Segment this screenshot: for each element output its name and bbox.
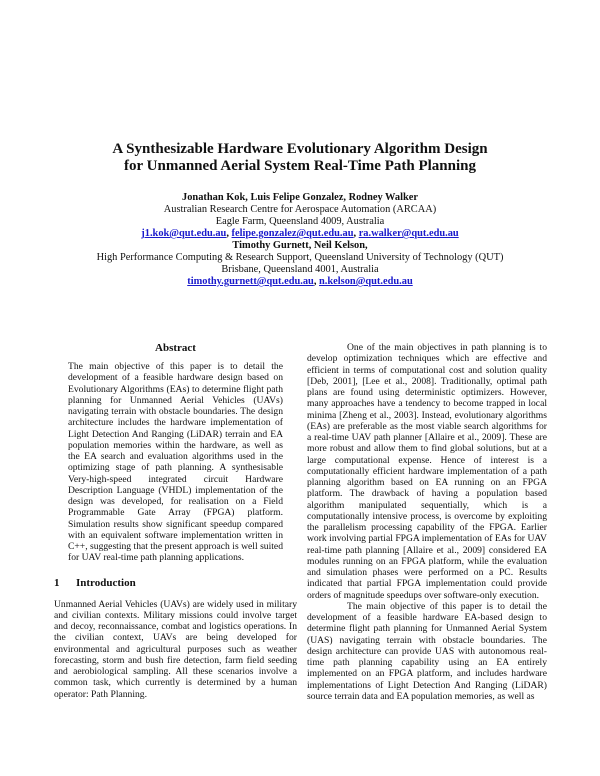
email-link-walker[interactable]: ra.walker@qut.edu.au [358, 228, 459, 239]
author-list-1: Jonathan Kok, Luis Felipe Gonzalez, Rodney Walker [182, 192, 418, 203]
body-paragraph-1: One of the main objectives in path planning is to develop optimization techniques which are effective and efficient in terms of computational cost and solution quality [Deb, 2001], [Lee et al., 2008]. Traditionally, optimal path plans are found using deterministic optimizers. However, many approaches have a tendency to become trapped in local minima [Zheng et al., 2003]. Instead, evolutionary algorithms (EAs) are preferable as the most viable search algorithms for a real-time UAV path planner [Allaire et al., 2009]. These are more robust and allow them to find global solutions, but at a large computational expense. Hence of interest is a computationally efficient hardware implementation of a path planning algorithm based on EA running on an FPGA platform. The drawback of having a population based algorithm manipulated sequentially, which is a computationally intensive process, is overcome by exploiting the parallelism processing capability of the FPGA. Earlier work involving partial FPGA implementation of EAs for UAV real-time path planning [Allaire et al., 2009] considered EA modules running on an FPGA platform, while the evaluation and simulation phases were performed on a PC. Results indicated that partial FPGA implementation could provide orders of magnitude speedups over software-only execution. [307, 342, 547, 601]
affiliation-1-name: Australian Research Centre for Aerospace Automation (ARCAA) [163, 204, 437, 215]
email-link-gurnett[interactable]: timothy.gurnett@qut.edu.au [187, 276, 314, 287]
email-link-gonzalez[interactable]: felipe.gonzalez@qut.edu.au [231, 228, 354, 239]
email-link-kok[interactable]: j1.kok@qut.edu.au [141, 228, 227, 239]
section-1-number: 1 [54, 576, 60, 589]
section-1-heading [54, 577, 297, 590]
paper-title-line-1: A Synthesizable Hardware Evolutionary Algorithm Design [112, 141, 488, 157]
author-list-2: Timothy Gurnett, Neil Kelson, [232, 240, 368, 251]
left-column [54, 342, 297, 700]
email-list-2: timothy.gurnett@qut.edu.au, n.kelson@qut.edu.au [187, 276, 413, 287]
email-link-kelson[interactable]: n.kelson@qut.edu.au [319, 276, 413, 287]
abstract-heading: Abstract [155, 342, 196, 354]
affiliation-2-name: High Performance Computing & Research Support, Queensland University of Technology (QUT) [96, 252, 504, 263]
paper-title-line-2: for Unmanned Aerial System Real-Time Path Planning [124, 158, 476, 174]
email-list-1: j1.kok@qut.edu.au, felipe.gonzalez@qut.edu.au, ra.walker@qut.edu.au [141, 228, 459, 239]
body-paragraph-2: The main objective of this paper is to detail the development of a feasible hardware EA-based design to determine flight path planning for Unmanned Aerial System (UAS) navigating terrain with obstacle boundaries. The design architecture can provide UAS with autonomous real-time path planning capability using an EA entirely implemented on an FPGA platform, and includes hardware implementations of Light Detection And Ranging (LiDAR) source terrain data and EA population memories, as well as [307, 600, 547, 702]
affiliation-1-address: Eagle Farm, Queensland 4009, Australia [215, 216, 385, 227]
introduction-text: Unmanned Aerial Vehicles (UAVs) are widely used in military and civilian contexts. Military missions could involve target and decoy, reconnaissance, combat and logistics operations. In the civilian context, UAVs are being developed for environmental and agricultural purposes such as weather forecasting, storm and bush fire detection, farm field seeding and aerobiological sampling. All these scenarios involve a common task, which currently is determined by a human operator: Path Planning. [54, 598, 297, 700]
affiliation-2-address: Brisbane, Queensland 4001, Australia [221, 264, 379, 275]
right-column [307, 342, 547, 702]
section-1-title: Introduction [76, 576, 136, 589]
abstract-text: The main objective of this paper is to detail the development of a feasible hardware design based on Evolutionary Algorithms (EAs) to determine flight path planning for Unmanned Aerial Vehicles (UAVs) navigating terrain with obstacle boundaries. The design architecture includes the hardware implementation of Light Detection And Ranging (LiDAR) terrain and EA population memories within the hardware, as well as the EA search and evaluation algorithms used in the optimizing stage of path planning. A synthesisable Very-high-speed integrated circuit Hardware Description Language (VHDL) implementation of the design was developed, for realisation on a Field Programmable Gate Array (FPGA) platform. Simulation results show significant speedup compared with an equivalent software implementation written in C++, suggesting that the present approach is well suited for UAV real-time path planning applications. [68, 361, 283, 564]
